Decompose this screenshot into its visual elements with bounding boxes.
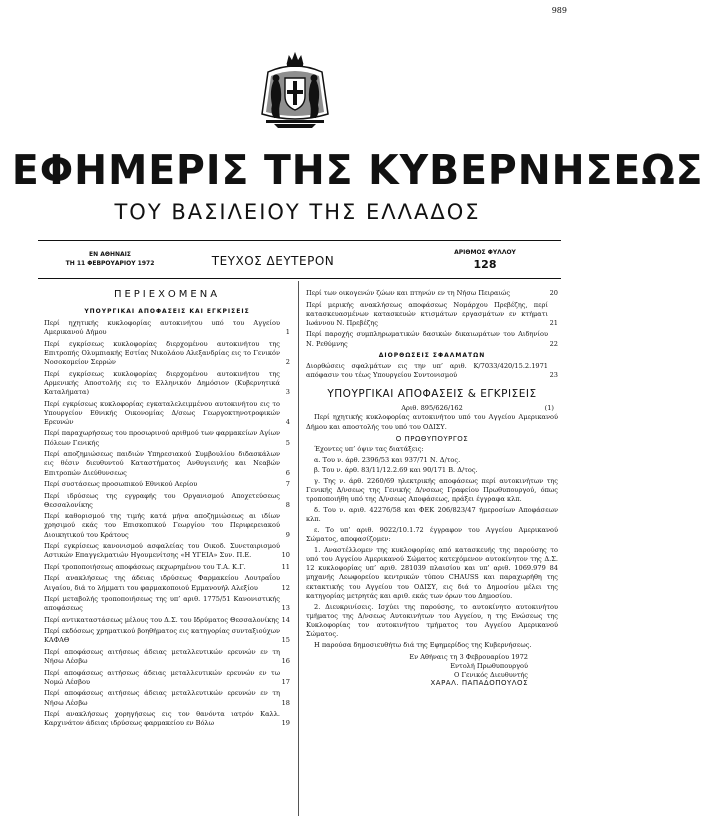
correction-entry: [306, 362, 558, 380]
header-top-rule: [38, 240, 561, 241]
contents-entry: [306, 330, 558, 348]
signature-office-1: Εντολή Πρωθυπουργού: [450, 661, 528, 670]
signature-name: ΧΑΡΑΛ. ΠΑΠΑΔΟΠΟΥΛΟΣ: [430, 679, 528, 688]
sheet-label: ΑΡΙΘΜΟΣ ΦΥΛΛΟΥ: [454, 249, 516, 256]
contents-entry-page: 1: [285, 328, 290, 337]
page-number: 989: [551, 6, 567, 15]
decree-reference: [306, 404, 558, 413]
sheet-number: 128: [473, 258, 497, 271]
contents-entry-text: Περί εγκρίσεως κυκλοφορίας εγκαταλελειμμένου αυτοκινήτου εις το Υπουργείον Εθνικής Οικονομίας Δ/σεως Γεωργοκτηνοτροφικών Ερευνών: [44, 399, 280, 426]
contents-entry-page: 17: [281, 677, 290, 686]
contents-entry: [44, 616, 290, 625]
consideration-item: β. Του ν. άρθ. 83/11/12.2.69 και 90/171 Β. Δ/τος.: [314, 466, 478, 475]
contents-entry-text: Περί των οικογενών ζώων και πτηνών εν τη Νήσω Πειραιώς: [306, 289, 511, 297]
issue-place-date: [50, 250, 170, 268]
issue-volume: ΤΕΥΧΟΣ ΔΕΥΤΕΡΟΝ: [211, 254, 335, 268]
contents-entry: [44, 574, 290, 592]
contents-entry-text: Περί ανακλήσεως της άδειας ιδρύσεως Φαρμακείου Λουτραΐου Αιγαίου, διά το λήμματι του φαρμακοποιού Εμμανουήλ Αλεξίου: [44, 574, 280, 592]
contents-column: [44, 289, 290, 731]
contents-entry-page: 2: [285, 358, 290, 367]
contents-entry: [44, 627, 290, 645]
contents-entry-text: Περί παροχής συμπληρωματικών δασικών δικαιωμάτων του Αιδηνίου Ν. Ρεθύμνης: [306, 330, 548, 348]
consideration-item: α. Του ν. άρθ. 2396/53 και 937/71 Ν. Δ/τος.: [314, 455, 461, 464]
contents-entry-page: 22: [549, 339, 558, 348]
contents-entry-text: Περί αποζημιώσεως παιδιών Υπηρεσιακού Συμβουλίου διδασκάλων εις θέσιν διευθυντού Καταστήματος Ανθυγιεινής και Νεαβών Επιτροπών Διεύθυνσεως: [44, 450, 280, 477]
issue-date: ΤΗ 11 ΦΕΒΡΟΥΑΡΙΟΥ 1972: [65, 260, 155, 267]
contents-entry-text: Περί ηχητικής κυκλοφορίας αυτοκινήτου υπό του Αγγείου Αμερικανού Δήμου: [44, 319, 280, 337]
contents-entry-text: Περί αποφάσεως αιτήσεως άδειας μεταλλευτικών ερευνών εν τη Νήσω Λέσβω: [44, 647, 280, 666]
contents-entry: [44, 542, 290, 560]
contents-entry: [44, 429, 290, 447]
issue-sheet: [430, 248, 540, 270]
corrections-title: ΔΙΟΡΘΩΣΕΙΣ ΣΦΑΛΜΑΤΩΝ: [378, 351, 486, 359]
contents-entry-text: Περί μερικής ανακλήσεως αποφάσεως Νομάρχου Πρεβέζης, περί κατασκευασμένων κατασκευών κτισμάτων εργασμάτων εν κτήματι Ιωάννου Ν. Πρεβέζης: [306, 300, 548, 327]
contents-entry-page: 6: [285, 468, 290, 477]
contents-entry-page: 19: [281, 719, 290, 728]
contents-entry: [44, 512, 290, 540]
issue-volume-box: [203, 250, 343, 272]
contents-entry-page: 13: [281, 604, 290, 613]
correction-text: Διορθώσεις σφαλμάτων εις την υπ’ αριθ. Κ/7033/420/15.2.1971 απόφασιν του τέως Υπουργείου Συντονισμού: [306, 361, 548, 380]
contents-entry-text: Περί εκδόσεως χρηματικού βοηθήματος εις κατηγορίας συνταξιούχων ΚΑΦΑΘ: [44, 627, 280, 645]
article-item: 1. Αναστέλλομεν της κυκλοφορίας από κατασκευής της παρούσης το υπό του Αγγείου Αμερικανού Σώματος κατεχόμενον αυτοκίνητον της Δ.Σ. 12 κυκλοφορίας υπ’ αριθ. 281039 πλαισίου και υπ’ αριθ. 1069.979 84 μηχανής Λεωφορείου κεντρικών τύπου CHAUSS και παραχωρήθη της εκτακτικής του Αγγείου του ΟΔΙΣΥ, εις διά το Δημοσίου μέλει της κατηγορίας μετρητάς και αριθ. εκάς των όρων του Δημοσίου.: [306, 545, 558, 600]
column-divider: [298, 281, 299, 816]
contents-entry: [44, 689, 290, 707]
contents-entry-page: 11: [281, 562, 290, 571]
decree-number: (1): [544, 404, 554, 413]
contents-entry-text: Περί αποφάσεως αιτήσεως άδειας μεταλλευτικών ερευνών εν τω Νομώ Λέσβου: [44, 668, 280, 686]
contents-entry-page: 12: [281, 583, 290, 592]
consideration-item: ε. Το υπ’ αριθ. 9022/10.1.72 έγγραφον του Αγγείου Αμερικανού Σώματος, αποφασίζομεν:: [306, 525, 558, 544]
contents-entry-page: 9: [285, 530, 290, 539]
articles-list: [306, 546, 558, 650]
contents-entry: [44, 340, 290, 368]
signature-block: [306, 653, 558, 688]
gazette-title: ΕΦΗΜΕΡΙΣ ΤΗΣ ΚΥΒΕΡΝΗΣΕΩΣ: [11, 146, 704, 194]
contents-entry: [44, 492, 290, 510]
contents-entry-text: Περί τροποποιήσεως αποφάσεως εκχωρημένου του Τ.Α. Κ.Γ.: [44, 562, 246, 571]
signature-office-2: Ο Γενικός Διευθυντής: [453, 670, 528, 679]
contents-entry: [44, 595, 290, 613]
contents-entry-page: 10: [281, 551, 290, 560]
contents-entry-text: Περί εγκρίσεως κυκλοφορίας διερχομένου αυτοκινήτου της Επιτροπής Ολυμπιακής Εστίας Νικολάου Αλεξανδρίας εις το Γενικόν Νοσοκομείον Σερρών: [44, 339, 280, 367]
contents-entry-page: 20: [549, 289, 558, 297]
contents-entry-page: 8: [285, 500, 290, 509]
contents-entry: [306, 289, 558, 298]
contents-entry-text: Περί αντικαταστάσεως μέλους του Δ.Σ. του Ιδρύματος Θεσσαλονίκης: [44, 615, 279, 624]
contents-entry: [44, 370, 290, 398]
contents-entry-text: Περί καθορισμού της τιμής κατά μήνα αποζημιώσεως αι ιδίων χρησιμού εκάς του Επισκοπικού Γεωργίου του Περιφερειακού Διοικητικού του Κράτους: [44, 512, 280, 539]
article-item: Η παρούσα δημοσιευθήτω διά της Εφημερίδος της Κυβερνήσεως.: [314, 640, 532, 649]
contents-list: [44, 319, 290, 728]
gazette-subtitle: ΤΟΥ ΒΑΣΙΛΕΙΟΥ ΤΗΣ ΕΛΛΑΔΟΣ: [114, 200, 481, 224]
decisions-column: [306, 289, 558, 688]
contents-list-continued: [306, 289, 558, 349]
contents-entry-text: Περί παραχωρήσεως του προσωρινού αριθμού των φαρμακείων Αγίων Πόλεων Γενικής: [44, 429, 280, 447]
decisions-heading: ΥΠΟΥΡΓΙΚΑΙ ΑΠΟΦΑΣΕΙΣ & ΕΓΚΡΙΣΕΙΣ: [327, 388, 537, 401]
contents-entry-page: 5: [285, 438, 290, 447]
contents-entry-page: 16: [281, 657, 290, 666]
contents-entry: [44, 563, 290, 572]
contents-entry-text: Περί ανακλήσεως χορηγήσεως εις τον θανόντα ιατρόν Καλλ. Καρχινάτον άδειας ιδρύσεως φαρμακείου εν Βόλω: [44, 710, 280, 728]
contents-entry: [44, 450, 290, 478]
decree-ref: Αριθ. 895/626/162: [401, 404, 463, 413]
contents-entry-text: Περί ιδρύσεως της εγγραφής του Οργανισμού Αποχετεύσεως Θεσσαλονίκης: [44, 491, 280, 509]
contents-entry-page: 14: [281, 615, 290, 624]
contents-entry-text: Περί αποφάσεως αιτήσεως άδειας μεταλλευτικών ερευνών εν τη Νήσω Λέσβω: [44, 689, 280, 707]
considerations-list: [306, 456, 558, 545]
contents-title: ΠΕΡΙΕΧΟΜΕΝΑ: [113, 289, 221, 300]
consideration-item: δ. Του ν. αριθ. 42276/58 και ΦΕΚ 206/823/47 ήμεροσίων Αποφάσεων κλπ.: [306, 506, 558, 524]
contents-entry-page: 21: [549, 318, 558, 327]
decree-authority: Ο ΠΡΩΘΥΠΟΥΡΓΟΣ: [395, 434, 469, 443]
contents-entry-page: 4: [285, 417, 290, 426]
contents-entry-text: Περί εγκρίσεως κυκλοφορίας διερχομένου αυτοκινήτου της Αρμενικής Αποστολής εις το Ελληνικόν Δημόσιον (Κυβερνητικά Καταλήματα): [44, 369, 280, 397]
decree-intro: Περί ηχητικής κυκλοφορίας αυτοκινήτου υπό του Αγγείου Αμερικανού Δήμου και αποστολής του υπό του ΟΔΙΣΥ.: [306, 413, 558, 431]
contents-entry-text: Περί εγκρίσεως κανονισμού ασφαλείας του Οικοδ. Συνεταιρισμού Αστικών Επαγγελματιών Ηγουμενίτσης «Η ΥΓΕΙΑ» Συν. Π.Ε.: [44, 542, 280, 560]
contents-entry: [44, 400, 290, 428]
royal-coat-of-arms-icon: [254, 50, 336, 130]
contents-entry-page: 18: [281, 698, 290, 707]
contents-entry-text: Περί συστάσεως προσωπικού Εθνικού Αερίου: [44, 480, 198, 489]
signature-date: Εν Αθήναις τη 3 Φεβρουαρίου 1972: [409, 653, 528, 662]
considerations-intro: Έχοντες υπ’ όψιν τας διατάξεις:: [314, 444, 424, 453]
contents-entry-page: 3: [285, 388, 290, 397]
article-item: 2. Διευκρινίσεις. Ισχύει της παρούσης, το αυτοκίνητο αυτοκινήτου τμήματος της Δ/νσεως Αυτοκινήτων του Αγγείου, η της Ενώσεως της Κυκλοφορίας τον αυτοκινήτου τμήματος του Αγγείου Αμερικανού Σώματος.: [306, 602, 558, 639]
correction-page: 23: [549, 371, 558, 380]
contents-entry: [44, 669, 290, 687]
contents-entry-page: 15: [281, 636, 290, 645]
contents-entry: [44, 480, 290, 489]
contents-entry: [44, 648, 290, 666]
contents-entry: [44, 319, 290, 337]
consideration-item: γ. Της ν. άρθ. 2260/69 ηλεκτρικής αποφάσεως περί αυτοκινήτων της Γενικής Δ/νσεως της Γενικής Δ/νσεως Γραφείου Πρωθυπουργού, όπως τροποποιήθη υπό της Δ/νσεως Αποφάσεως, πράξει έγγραφα κλπ.: [306, 476, 558, 504]
header-bottom-rule: [38, 278, 561, 279]
contents-entry-text: Περί μεταβολής τροποποιήσεως της υπ’ αριθ. 1775/51 Κανονιστικής αποφάσεως: [44, 595, 280, 613]
contents-section-title: ΥΠΟΥΡΓΙΚΑΙ ΑΠΟΦΑΣΕΙΣ ΚΑΙ ΕΓΚΡΙΣΕΙΣ: [84, 308, 250, 315]
contents-entry: [44, 710, 290, 728]
issue-place: ΕΝ ΑΘΗΝΑΙΣ: [89, 251, 131, 258]
contents-entry: [306, 301, 558, 329]
contents-entry-page: 7: [285, 480, 290, 489]
